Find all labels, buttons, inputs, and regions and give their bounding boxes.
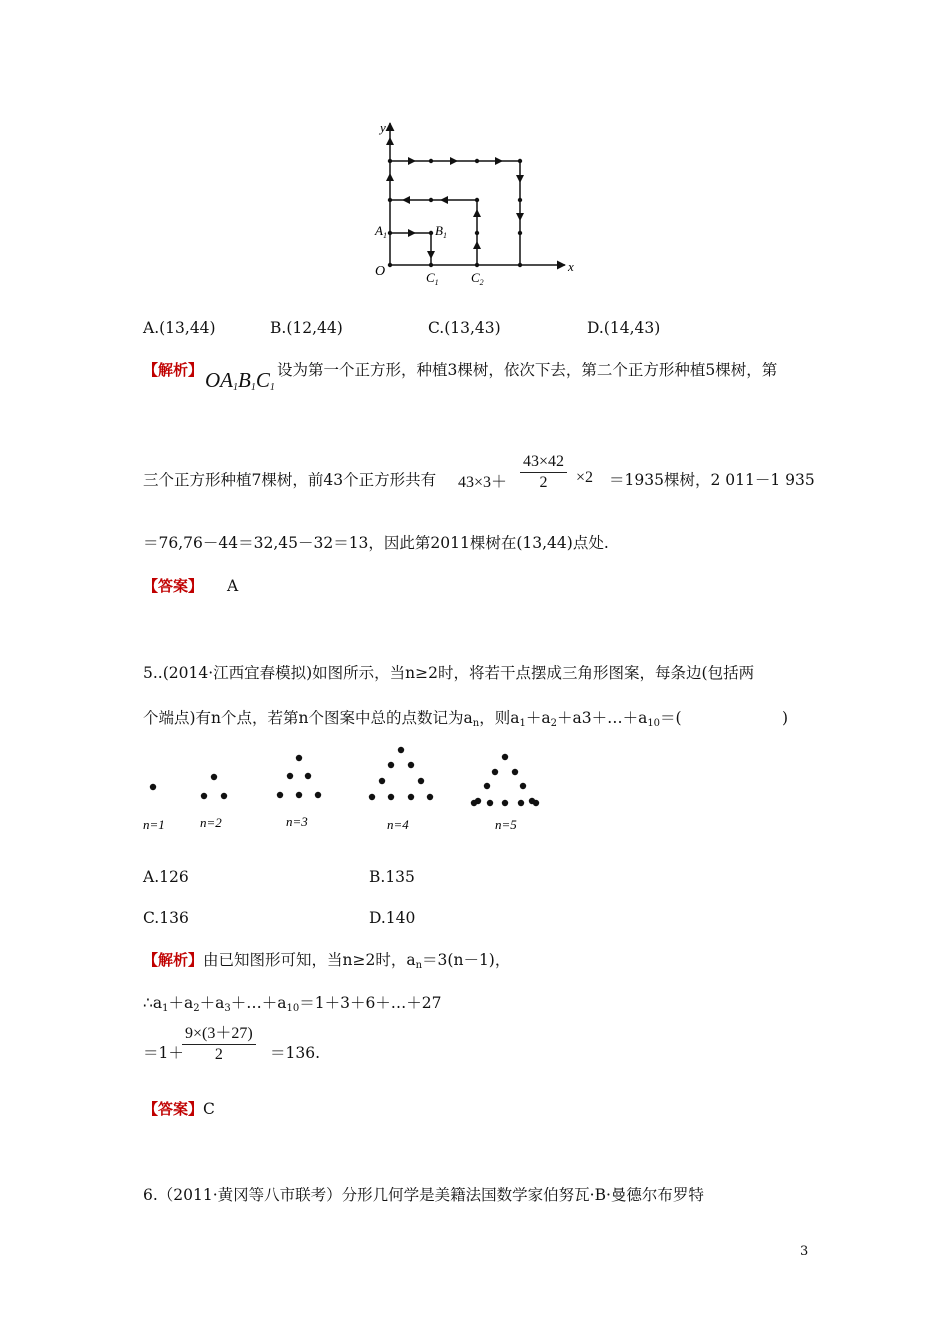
q4-expr2: ×2 (576, 469, 594, 486)
q4-option-b: B.(12,44) (270, 319, 343, 337)
q5-analysis-line3-pre: ＝1＋ (143, 1044, 184, 1062)
q4-analysis-text2-prefix: 三个正方形种植7棵树，前43个正方形共有 (143, 471, 437, 489)
q4-fraction: $\frac{43\times 42}{2}$ (520, 452, 567, 493)
q4-option-c: C.(13,43) (428, 319, 501, 337)
q4-analysis-line1 (143, 360, 203, 380)
c1-label: C (426, 270, 435, 285)
q5-answer: C (203, 1100, 215, 1118)
b1-label: B (435, 223, 443, 238)
q5-option-d: D.140 (369, 909, 416, 927)
q5-option-a: A.126 (143, 868, 189, 886)
svg-text:C2: $C_2$ (471, 270, 484, 287)
analysis-tag: 【解析】 (143, 361, 204, 379)
label-n2: n=2 (200, 815, 222, 830)
q5-analysis-line2: $\therefore a_1+a_2+a_3+\dots+a_{10}=1+3+6+\dots+27$ (143, 994, 442, 1014)
y-axis-label: y (380, 120, 386, 135)
page-number: 3 (800, 1244, 809, 1259)
q6-stem: 6.（2011·黄冈等八市联考）分形几何学是美籍法国数学家伯努瓦·B·曼德尔布罗特 (143, 1186, 704, 1204)
label-n3: n=3 (286, 814, 308, 829)
q4-analysis-text3: ＝76,76－44＝32,45－32＝13，因此第2011棵树在(13,44)点处. (143, 534, 609, 552)
q4-answer-line: 【答案】 A (143, 577, 239, 595)
c2-label: C (471, 270, 480, 285)
svg-text:B1: $B_1$ (435, 223, 447, 240)
q5-analysis-line3-post: ＝136. (270, 1044, 321, 1062)
svg-text:C1: $C_1$ (426, 270, 439, 287)
q5-option-b: B.135 (369, 868, 415, 886)
q5-stem-line1: 5..(2014·江西宜春模拟)如图所示，当n≥2时，将若干点摆成三角形图案，每条边(包括两 (143, 664, 755, 682)
q4-analysis-text1: 设为第一个正方形，种植3棵树，依次下去，第二个正方形种植5棵树，第 (277, 361, 778, 379)
origin-label: O (375, 264, 386, 279)
q4-expr1: 43×3＋ (458, 474, 508, 491)
q5-stem-line2: 个端点)有n个点，若第n个图案中总的点数记为$a_n$，则$a_1+a_2+a3+\dots+a_{10}=$( (143, 709, 682, 729)
triangle-dots-figure (140, 740, 560, 840)
a1-label: A (375, 223, 383, 238)
svg-text:A1: $A_1$ (375, 223, 387, 240)
label-n5: n=5 (495, 817, 517, 832)
q5-option-c: C.136 (143, 909, 189, 927)
q4-analysis-text2-suffix: ＝1935棵树，2 011－1 935 (609, 471, 815, 489)
q4-answer: A (227, 577, 239, 595)
q4-option-a: A.(13,44) (143, 319, 216, 337)
label-n4: n=4 (387, 817, 409, 832)
tree-path-figure (370, 115, 590, 290)
q5-analysis-line1: 【解析】由已知图形可知，当n≥2时，$a_n=3(n-1)$， (143, 951, 511, 971)
x-axis-label: x (568, 259, 574, 274)
q4-option-d: D.(14,43) (587, 319, 661, 337)
square-label: $OA_1B_1C_1$ (205, 368, 275, 393)
q5-stem-close: ) (782, 709, 789, 727)
label-n1: n=1 (143, 817, 165, 832)
q5-answer-line: 【答案】C (143, 1100, 215, 1118)
q5-fraction: $\frac{9\times(3+27)}{2}$ (182, 1024, 256, 1065)
